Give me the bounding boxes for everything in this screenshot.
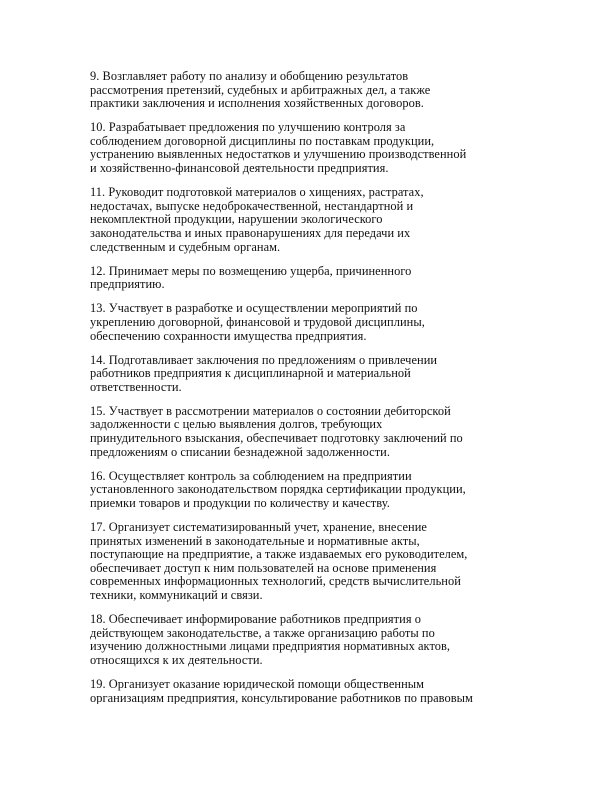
paragraph-item-10 (90, 121, 530, 175)
text-line: обеспечению сохранности имущества предприятия. (90, 328, 367, 343)
text-line: задолженности с целью выявления долгов, требующих (90, 417, 383, 432)
text-line: укреплению договорной, финансовой и трудовой дисциплины, (90, 314, 425, 329)
text-line: законодательства и иных правонарушениях для передачи их (90, 225, 411, 240)
text-line: 9. Возглавляет работу по анализу и обобщению результатов (90, 70, 409, 83)
text-line: 13. Участвует в разработке и осуществлении мероприятий по (90, 301, 418, 316)
text-line: устранению выявленных недостатков и улучшению производственной (90, 147, 467, 162)
text-line: современных информационных технологий, средств вычислительной (90, 574, 461, 589)
text-line: 11. Руководит подготовкой материалов о хищениях, растратах, (90, 185, 424, 200)
text-line: рассмотрения претензий, судебных и арбитражных дел, а также (90, 82, 431, 97)
text-line: 16. Осуществляет контроль за соблюдением на предприятии (90, 468, 412, 483)
text-line: 14. Подготавливает заключения по предложениям о привлечении (90, 352, 438, 367)
text-line: предложениям о списании безнадежной задолженности. (90, 444, 390, 459)
text-line: относящихся к их деятельности. (90, 652, 263, 667)
text-line: принятых изменений в законодательные и нормативные акты, (90, 533, 420, 548)
text-line: 18. Обеспечивает информирование работников предприятия о (90, 612, 421, 627)
text-line: принудительного взыскания, обеспечивает подготовку заключений по (90, 431, 463, 446)
text-line: ответственности. (90, 379, 182, 394)
text-line: практики заключения и исполнения хозяйственных договоров. (90, 96, 424, 111)
text-line: поступающие на предприятие, а также издаваемых его руководителем, (90, 547, 468, 562)
paragraph-item-15 (90, 405, 530, 459)
text-line: техники, коммуникаций и связи. (90, 588, 263, 602)
text-line: соблюдением договорной дисциплины по поставкам продукции, (90, 133, 435, 148)
text-line: обеспечивает доступ к ним пользователей на основе применения (90, 560, 437, 575)
text-line: 15. Участвует в рассмотрении материалов о состоянии дебиторской (90, 403, 451, 418)
text-line: изучению должностными лицами предприятия нормативных актов, (90, 639, 451, 654)
text-line: 19. Организует оказание юридической помощи общественным (90, 676, 425, 691)
paragraph-item-14 (90, 354, 530, 395)
text-line: действующем законодательстве, а также организацию работы по (90, 625, 435, 640)
text-line: недостачах, выпуске недоброкачественной, нестандартной и (90, 198, 414, 213)
text-line: 10. Разрабатывает предложения по улучшению контроля за (90, 120, 406, 135)
text-line: 12. Принимает меры по возмещению ущерба, причиненного (90, 263, 412, 278)
paragraph-item-16 (90, 470, 530, 511)
text-line: следственным и судебным органам. (90, 239, 281, 254)
paragraph-item-13 (90, 302, 530, 343)
paragraph-item-18 (90, 613, 530, 667)
paragraph-item-17 (90, 521, 530, 603)
paragraph-item-12 (90, 265, 530, 292)
text-line: приемки товаров и продукции по количеству и качеству. (90, 495, 390, 510)
text-line: предприятию. (90, 277, 165, 292)
text-line: установленного законодательством порядка сертификации продукции, (90, 482, 466, 497)
text-line: 17. Организует систематизированный учет, хранение, внесение (90, 520, 427, 535)
document-page (90, 70, 530, 704)
paragraph-item-11 (90, 186, 530, 254)
paragraph-item-19 (90, 678, 530, 704)
text-line: работников предприятия к дисциплинарной и материальной (90, 366, 411, 381)
text-line: и хозяйственно-финансовой деятельности предприятия. (90, 161, 389, 176)
paragraph-item-9 (90, 70, 530, 111)
text-line: организациям предприятия, консультирование работников по правовым (90, 690, 473, 704)
text-line: некомплектной продукции, нарушении экологического (90, 212, 383, 227)
